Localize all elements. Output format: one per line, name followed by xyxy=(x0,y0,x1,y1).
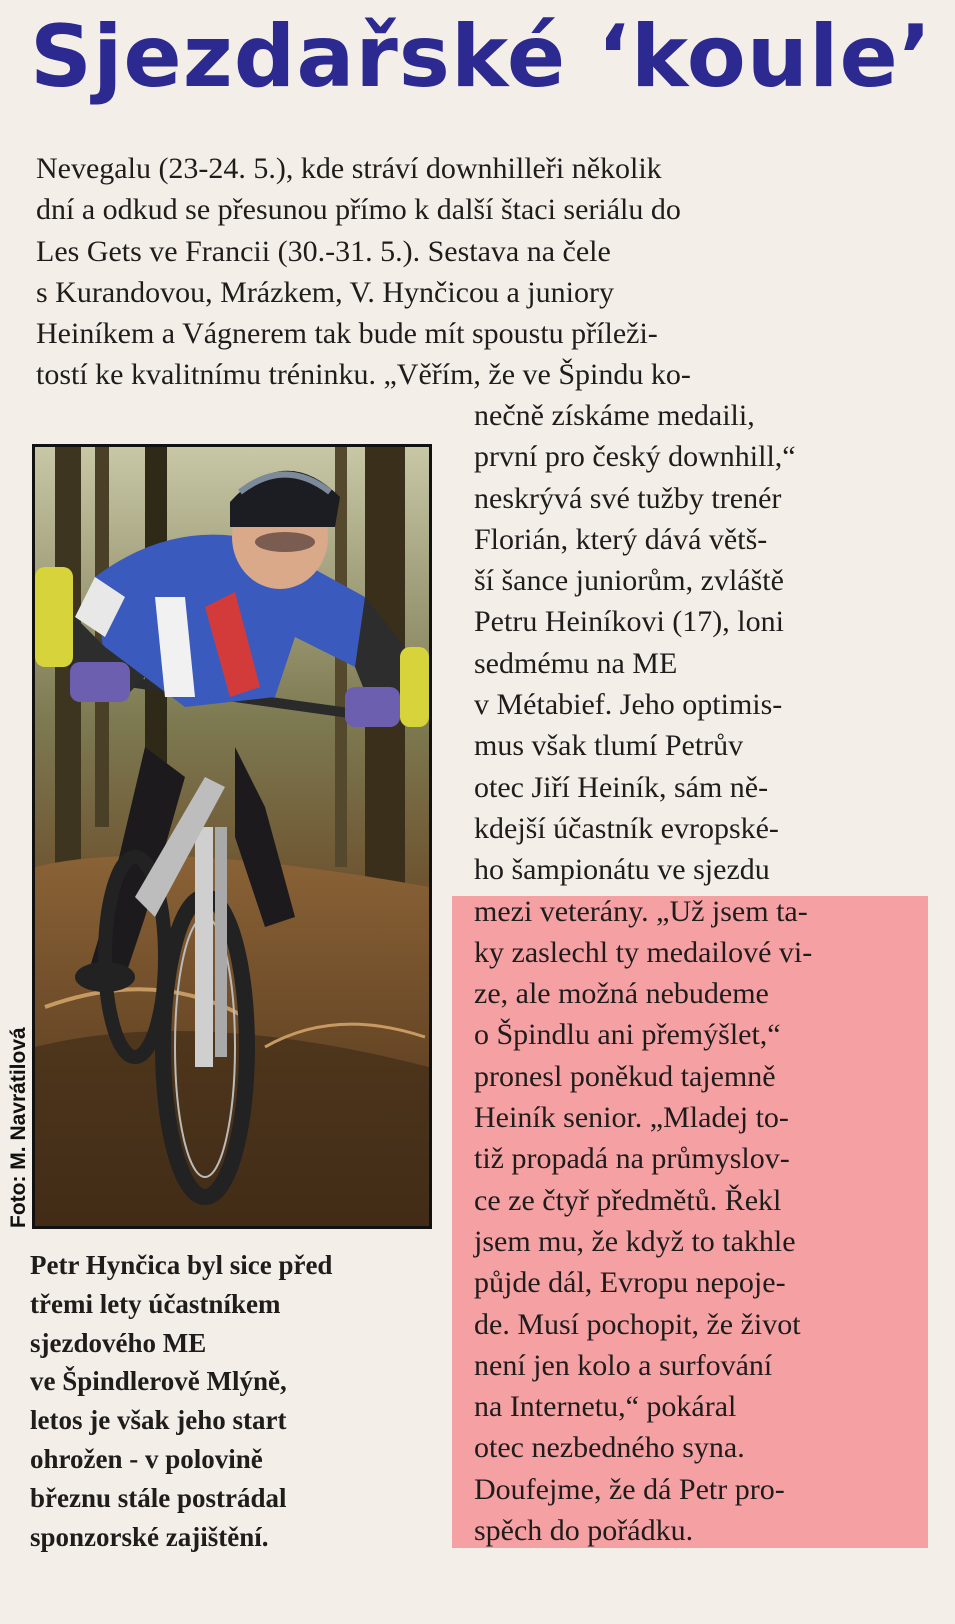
cyclist-photo xyxy=(32,444,432,1229)
column-line: ce ze čtyř předmětů. Řekl xyxy=(474,1183,782,1217)
caption-line: třemi lety účastníkem xyxy=(30,1288,281,1319)
column-line: Petru Heiníkovi (17), loni xyxy=(474,605,784,639)
column-line: ší šance juniorům, zvláště xyxy=(474,564,784,598)
intro-line: Heiníkem a Vágnerem tak bude mít spoustu příleži- xyxy=(36,317,658,351)
column-line: pronesl poněkud tajemně xyxy=(474,1059,776,1093)
column-line: jsem mu, že když to takhle xyxy=(474,1224,796,1258)
column-line: ho šampionátu ve sjezdu xyxy=(474,853,770,887)
column-line: otec nezbedného syna. xyxy=(474,1431,745,1465)
column-line: v Métabief. Jeho optimis- xyxy=(474,688,783,722)
column-line: Florián, který dává větš- xyxy=(474,522,768,556)
caption-line: Petr Hynčica byl sice před xyxy=(30,1250,333,1280)
intro-line: Nevegalu (23-24. 5.), kde stráví downhilleři několik xyxy=(36,152,662,185)
column-line: mus však tlumí Petrův xyxy=(474,729,744,763)
column-line: první pro český downhill,“ xyxy=(474,440,796,474)
caption-line: sjezdového ME xyxy=(30,1327,207,1358)
caption-line: ve Špindlerově Mlýně, xyxy=(30,1366,287,1397)
photo-caption xyxy=(30,1246,440,1556)
column-line: mezi veterány. „Už jsem ta- xyxy=(474,894,808,928)
photo-credit: Foto: M. Navrátilová xyxy=(7,1027,30,1228)
caption-line: sponzorské zajištění. xyxy=(30,1521,269,1552)
caption-line: ohrožen - v polovině xyxy=(30,1443,263,1474)
intro-line: tostí ke kvalitnímu tréninku. „Věřím, že ve Špindu ko- xyxy=(36,358,691,392)
column-line: neskrývá své tužby trenér xyxy=(474,481,782,515)
cyclist-photo-illustration xyxy=(35,447,429,1226)
column-line: Doufejme, že dá Petr pro- xyxy=(474,1472,785,1506)
column-line: otec Jiří Heiník, sám ně- xyxy=(474,770,769,804)
right-column-text xyxy=(474,395,914,1551)
column-line: de. Musí pochopit, že život xyxy=(474,1307,801,1341)
intro-line: dní a odkud se přesunou přímo k další štaci seriálu do xyxy=(36,193,681,227)
column-line: na Internetu,“ pokáral xyxy=(474,1390,737,1424)
column-line: kdejší účastník evropské- xyxy=(474,811,779,845)
column-line: nečně získáme medaili, xyxy=(474,399,755,432)
column-line: ky zaslechl ty medailové vi- xyxy=(474,935,813,969)
intro-line: s Kurandovou, Mrázkem, V. Hynčicou a juniory xyxy=(36,275,614,309)
column-line: ze, ale možná nebudeme xyxy=(474,977,769,1011)
column-line: o Špindlu ani přemýšlet,“ xyxy=(474,1018,781,1052)
intro-line: Les Gets ve Francii (30.-31. 5.). Sestava na čele xyxy=(36,234,611,268)
caption-line: březnu stále postrádal xyxy=(30,1482,287,1513)
column-line: půjde dál, Evropu nepoje- xyxy=(474,1266,786,1300)
intro-paragraph xyxy=(36,148,916,396)
column-line: není jen kolo a surfování xyxy=(474,1348,773,1382)
headline: Sjezdařské ‘koule’ xyxy=(30,7,933,107)
column-line: tiž propadá na průmyslov- xyxy=(474,1142,790,1176)
column-line: Heiník senior. „Mladej to- xyxy=(474,1101,789,1135)
column-line: sedmému na ME xyxy=(474,646,678,680)
caption-line: letos je však jeho start xyxy=(30,1405,287,1436)
column-line: spěch do pořádku. xyxy=(474,1514,694,1548)
